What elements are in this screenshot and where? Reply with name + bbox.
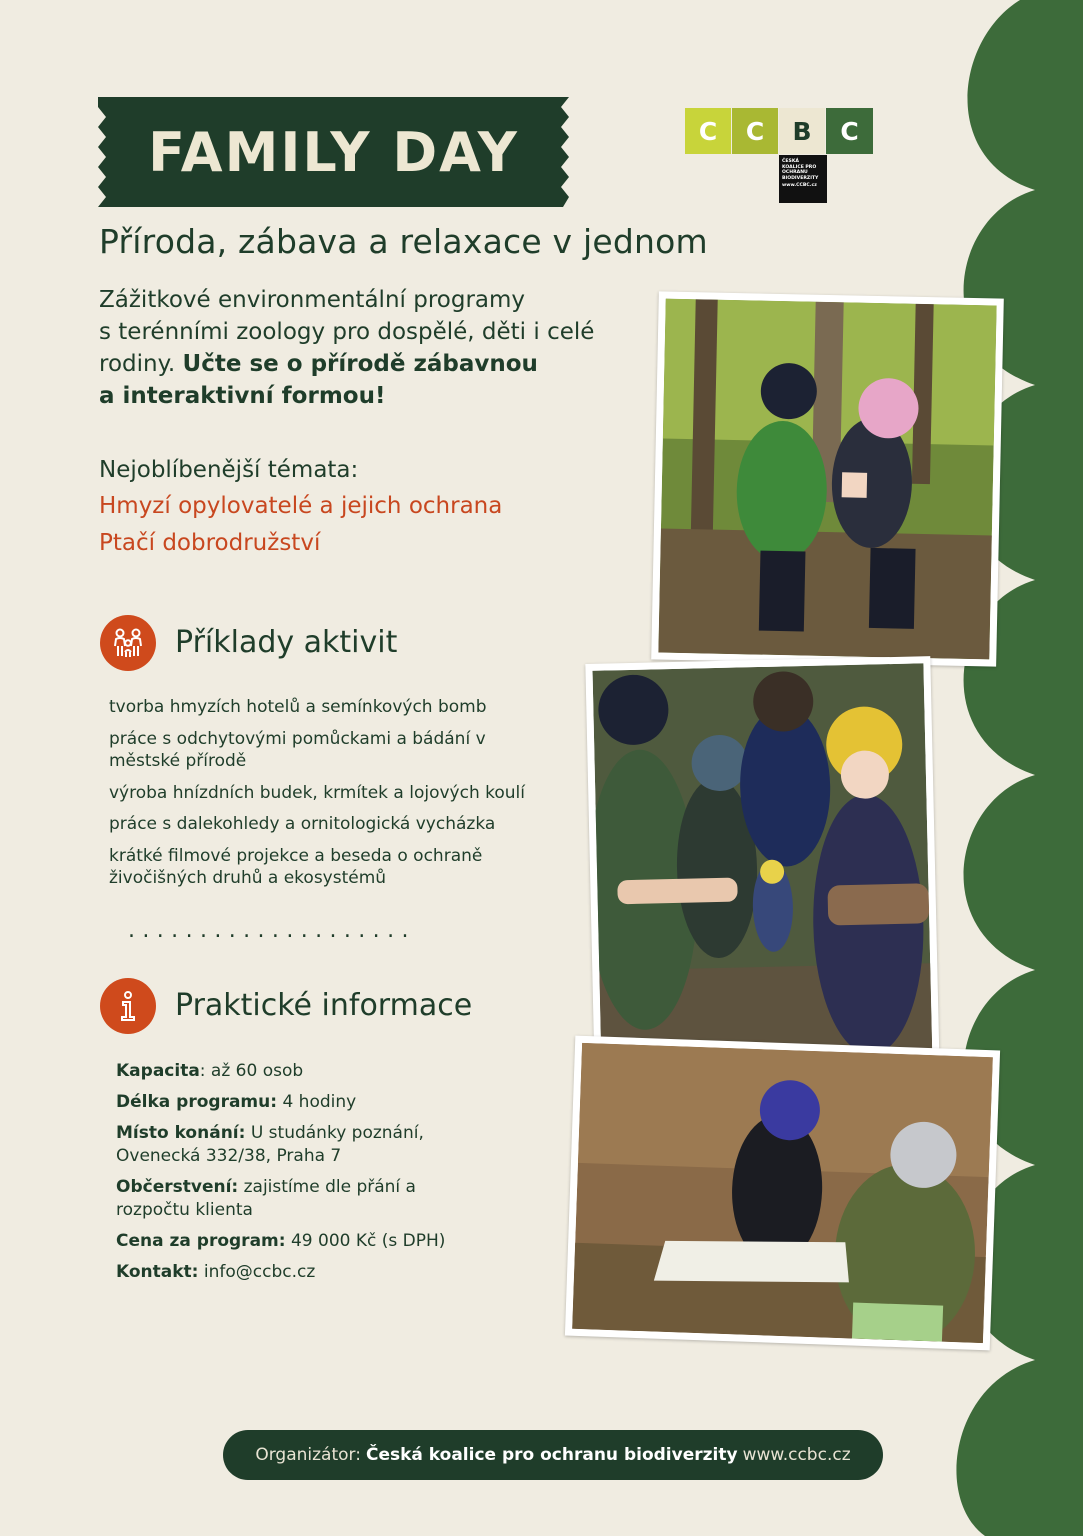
photo-children-forest [651, 291, 1004, 666]
logo-letter: B [779, 108, 825, 154]
page-title: FAMILY DAY [148, 120, 519, 184]
footer-organizer [223, 1430, 883, 1480]
photo-children-bird [585, 656, 939, 1079]
footer-org: Česká koalice pro ochranu biodiverzity [365, 1445, 738, 1465]
title-banner [98, 97, 569, 207]
info-row [116, 1060, 516, 1083]
info-heading: Praktické informace [175, 988, 473, 1023]
intro-text: rodiny. [99, 351, 183, 377]
info-icon [100, 978, 156, 1034]
favorite-topic: Ptačí dobrodružství [99, 530, 321, 556]
intro-line: Zážitkové environmentální programy [99, 287, 526, 313]
info-list [116, 1060, 516, 1292]
list-item: tvorba hmyzích hotelů a semínkových bomb [109, 697, 487, 717]
logo-letter: C [732, 108, 778, 154]
favorites-label: Nejoblíbenější témata: [99, 457, 359, 483]
info-key: Cena za program: [116, 1231, 286, 1251]
info-row [116, 1122, 426, 1168]
intro-emphasis: Učte se o přírodě zábavnou [182, 351, 538, 377]
logo-subtext-line: ČESKÁ [782, 159, 799, 164]
activities-list [109, 696, 549, 899]
info-key: Délka programu: [116, 1092, 278, 1112]
info-row [116, 1176, 491, 1222]
logo-letter: C [685, 108, 731, 154]
logo-subtext-line: www.CCBC.cz [782, 183, 817, 189]
info-value: : až 60 osob [199, 1061, 304, 1081]
info-value: 49 000 Kč (s DPH) [285, 1231, 446, 1251]
intro-paragraph [99, 284, 659, 412]
intro-line: s terénními zoology pro dospělé, děti i celé [99, 319, 595, 345]
list-item: krátké filmové projekce a beseda o ochraně živočišných druhů a ekosystémů [109, 845, 483, 888]
info-row [116, 1230, 516, 1253]
favorite-topic: Hmyzí opylovatelé a jejich ochrana [99, 493, 503, 519]
footer-prefix: Organizátor: [255, 1445, 361, 1465]
info-value: U studánky poznání, Ovenecká 332/38, Praha 7 [116, 1123, 424, 1166]
list-item: výroba hnízdních budek, krmítek a lojových koulí [109, 782, 525, 803]
info-row [116, 1091, 516, 1114]
intro-line [99, 348, 659, 380]
info-value: 4 hodiny [277, 1092, 357, 1112]
list-item: práce s odchytovými pomůckami a bádání v městské přírodě [109, 728, 486, 771]
info-value: zajistíme dle přání a rozpočtu klienta [116, 1177, 416, 1220]
list-item: práce s dalekohledy a ornitologická vycházka [109, 814, 496, 834]
subtitle: Příroda, zábava a relaxace v jednom [99, 222, 708, 261]
dotted-separator: .................... [128, 918, 416, 943]
info-value: info@ccbc.cz [198, 1262, 316, 1282]
logo-subtext-line: OCHRANU [782, 170, 808, 176]
info-key: Kontakt: [116, 1262, 199, 1282]
info-key: Občerstvení: [116, 1177, 239, 1197]
family-icon [100, 615, 156, 671]
info-key: Kapacita [116, 1061, 200, 1081]
photo-children-map [565, 1036, 1000, 1351]
info-key: Místo konání: [116, 1123, 246, 1143]
intro-line [99, 380, 659, 412]
logo-subtext-line: BIODIVERZITY [782, 175, 819, 181]
footer-url[interactable]: www.ccbc.cz [742, 1445, 851, 1465]
info-row [116, 1261, 516, 1284]
logo-letter: C [826, 108, 873, 154]
intro-emphasis: a interaktivní formou! [99, 383, 386, 409]
logo-subtext-line: KOALICE PRO [782, 164, 817, 170]
activities-heading: Příklady aktivit [175, 625, 398, 660]
logo-subtext [779, 155, 827, 203]
